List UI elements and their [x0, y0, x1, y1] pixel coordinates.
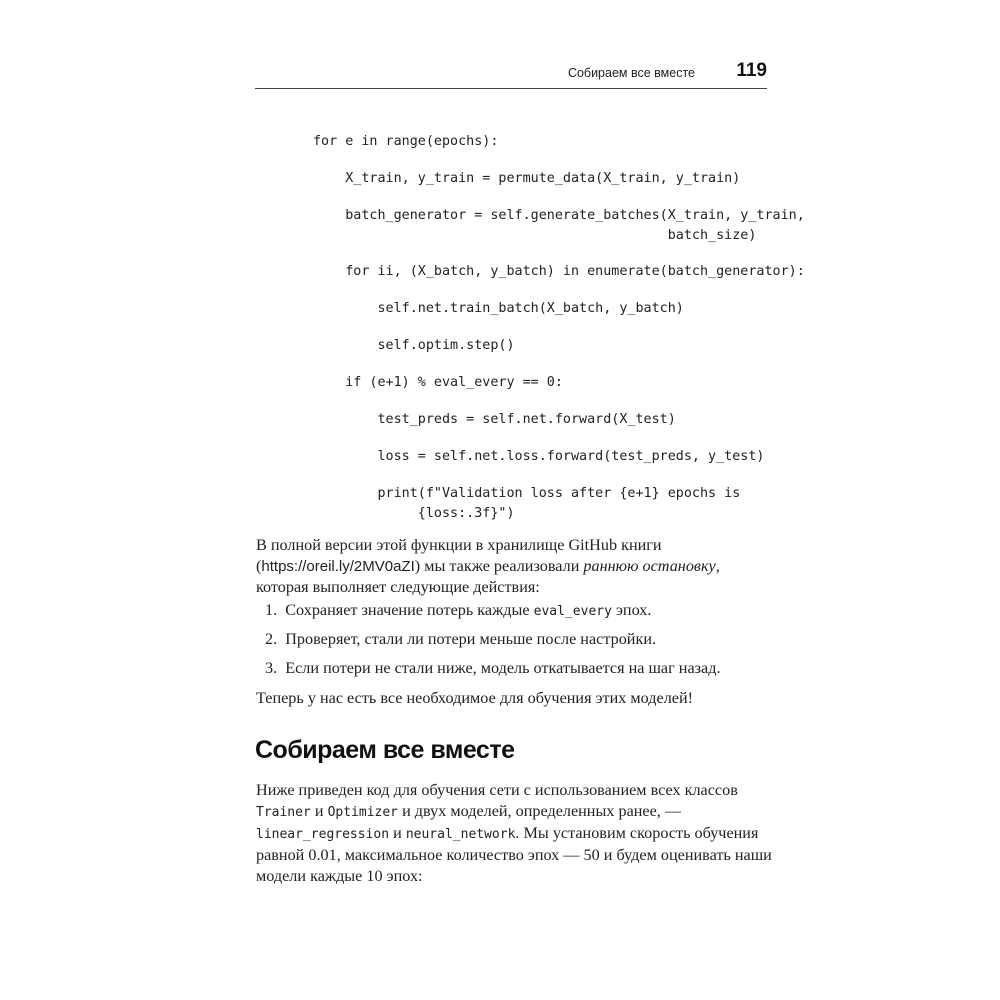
page-number: 119	[736, 60, 767, 81]
code-line: loss = self.net.loss.forward(test_preds, y_test)	[313, 449, 765, 464]
code-line: batch_size)	[313, 228, 757, 243]
list-item: 3. Если потери не стали ниже, модель откатывается на шаг назад.	[265, 659, 721, 677]
running-header	[255, 60, 767, 89]
list-item: 2. Проверяет, стали ли потери меньше после настройки.	[265, 630, 657, 648]
code-line: batch_generator = self.generate_batches(X_train, y_train,	[313, 208, 805, 223]
running-title: Собираем все вместе	[567, 66, 695, 80]
inline-code: neural_network	[405, 827, 516, 842]
inline-code: linear_regression	[256, 827, 390, 842]
inline-code: Optimizer	[327, 805, 399, 820]
inline-code: Trainer	[256, 805, 311, 820]
github-link[interactable]: https://oreil.ly/2MV0aZI	[261, 558, 415, 575]
code-line: self.net.train_batch(X_batch, y_batch)	[313, 301, 684, 316]
code-line: for ii, (X_batch, y_batch) in enumerate(batch_generator):	[313, 264, 805, 279]
paragraph-conclusion: Теперь у нас есть все необходимое для обучения этих моделей!	[256, 689, 694, 707]
code-line: {loss:.3f}")	[313, 506, 515, 521]
list-item: 1. Сохраняет значение потерь каждые eval_every эпох.	[265, 601, 652, 619]
emphasis-early-stopping: раннюю остановку	[583, 557, 716, 575]
paragraph-training: Ниже приведен код для обучения сети с использованием всех классов Trainer и Optimizer и двух моделей, определенных ранее, — linear_regression и neural_network. Мы установим скорость обучения равной 0.01, максимальное количество эпох — 50 и будем оценивать наши модели каждые 10 эпох:	[256, 781, 772, 885]
code-line: self.optim.step()	[313, 338, 515, 353]
code-line: print(f"Validation loss after {e+1} epochs is	[313, 486, 741, 501]
code-line: test_preds = self.net.forward(X_test)	[313, 412, 676, 427]
paragraph-early-stopping: В полной версии этой функции в хранилище GitHub книги (https://oreil.ly/2MV0aZI) мы также реализовали раннюю остановку, которая выполняет следующие действия:	[256, 536, 720, 596]
code-line: X_train, y_train = permute_data(X_train, y_train)	[313, 171, 741, 186]
section-heading: Собираем все вместе	[255, 736, 515, 764]
code-line: if (e+1) % eval_every == 0:	[313, 375, 563, 390]
code-line: for e in range(epochs):	[313, 134, 499, 149]
inline-code: eval_every	[533, 604, 612, 619]
